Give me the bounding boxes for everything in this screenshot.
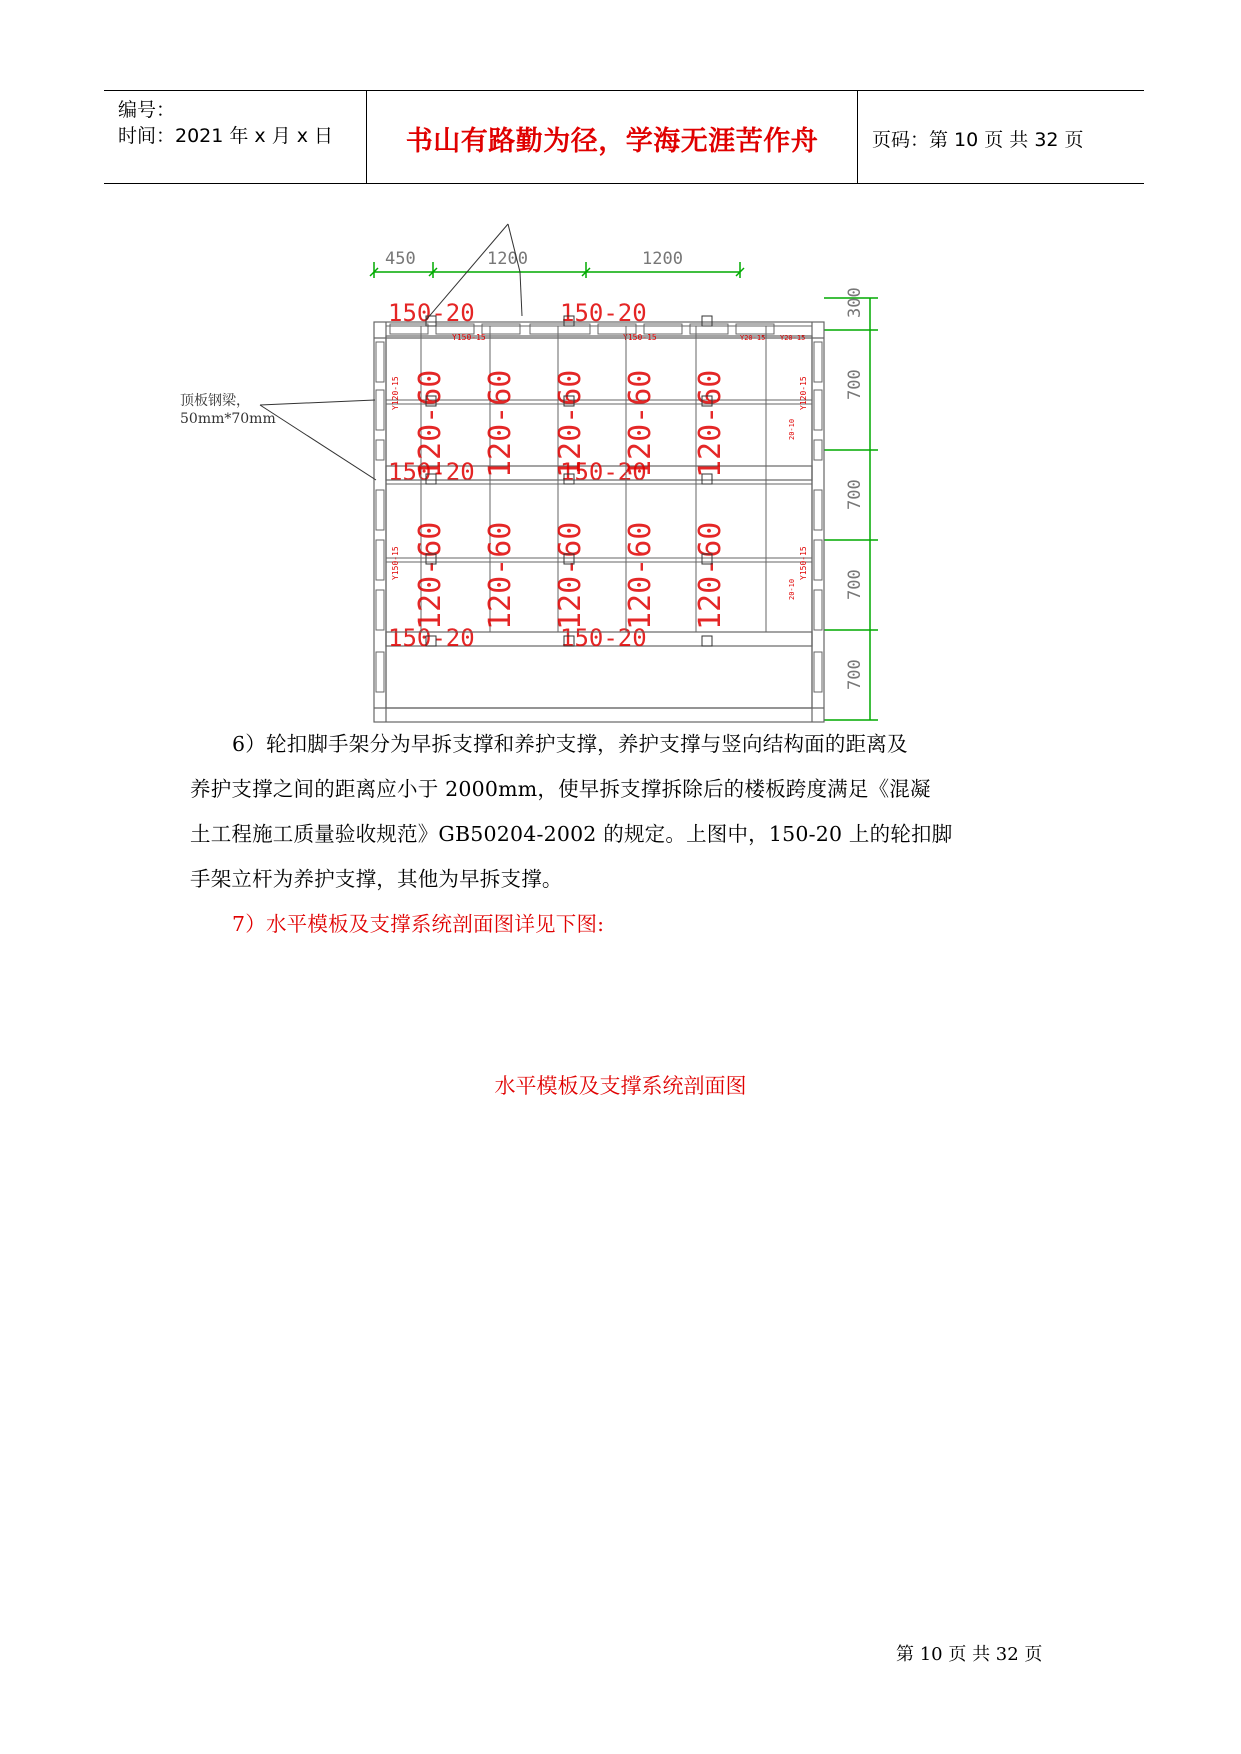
right-dim-3: 700 (845, 569, 865, 600)
paragraph-6-line-4: 手架立杆为养护支撑，其他为早拆支撑。 (190, 867, 563, 891)
callout-line-2: 50mm*70mm (180, 411, 276, 427)
right-dim-1: 700 (845, 369, 865, 400)
page-footer: 第 10 页 共 32 页 (896, 1644, 1043, 1665)
paragraph-6 (190, 722, 1060, 947)
top-dim-1: 1200 (487, 249, 528, 269)
beam-label-r1-a: 150-20 (388, 299, 475, 327)
panel-label-4: 120-60 (623, 369, 658, 478)
paragraph-6-line-3: 土工程施工质量验收规范》GB50204-2002 的规定。上图中，150-20 上的轮扣脚 (190, 822, 953, 846)
beam-label-r3-b: 150-20 (560, 624, 647, 652)
panel-label-9: 120-60 (623, 521, 658, 630)
figure-caption: 水平模板及支撑系统剖面图 (494, 1074, 747, 1098)
header-motto: 书山有路勤为径，学海无涯苦作舟 (405, 126, 819, 157)
edge-label-left-2: Y150-15 (391, 546, 400, 580)
page-header (104, 90, 1144, 184)
panel-label-2: 120-60 (483, 369, 518, 478)
beam-label-r1-b: 150-20 (560, 299, 647, 327)
edge-label-right-2: Y150-15 (799, 546, 808, 580)
small-label-top-b: Y20-15 (780, 334, 806, 342)
beam-label-r3-a: 150-20 (388, 624, 475, 652)
edge-label-top-1: Y150-15 (452, 333, 486, 342)
header-page-number: 页码：第 10 页 共 32 页 (872, 129, 1084, 151)
panel-label-5: 120-60 (693, 369, 728, 478)
paragraph-6-line-1: 6）轮扣脚手架分为早拆支撑和养护支撑，养护支撑与竖向结构面的距离及 (232, 732, 908, 756)
small-label-top-a: Y20-15 (740, 334, 766, 342)
small-label-right-1: 20-10 (788, 418, 796, 440)
right-dim-0: 300 (845, 287, 865, 318)
beam-label-r2-b: 150-20 (560, 458, 647, 486)
right-dim-4: 700 (845, 659, 865, 690)
header-middle-cell (367, 91, 858, 183)
paragraph-7: 7）水平模板及支撑系统剖面图详见下图: (232, 912, 605, 936)
document-number-label: 编号： (118, 99, 176, 121)
top-dimension-line (370, 262, 744, 278)
edge-label-top-2: Y150-15 (623, 333, 657, 342)
panel-label-3: 120-60 (553, 369, 588, 478)
panel-label-8: 120-60 (553, 521, 588, 630)
top-dim-2: 1200 (642, 249, 683, 269)
formwork-layout-drawing (180, 240, 910, 730)
header-right-cell (858, 91, 1144, 183)
panel-label-7: 120-60 (483, 521, 518, 630)
beam-label-r2-a: 150-20 (388, 458, 475, 486)
panel-label-1: 120-60 (413, 369, 448, 478)
document-time-label: 时间：2021 年 x 月 x 日 (118, 125, 334, 147)
right-dim-2: 700 (845, 479, 865, 510)
header-left-cell (104, 91, 367, 183)
edge-label-left: Y120-15 (391, 376, 400, 410)
edge-label-right: Y120-15 (799, 376, 808, 410)
callout-line-1: 顶板钢梁， (180, 393, 250, 409)
top-dim-0: 450 (385, 249, 416, 269)
small-label-right-2: 20-10 (788, 578, 796, 600)
panel-label-10: 120-60 (693, 521, 728, 630)
paragraph-6-line-2: 养护支撑之间的距离应小于 2000mm，使早拆支撑拆除后的楼板跨度满足《混凝 (190, 777, 931, 801)
panel-label-6: 120-60 (413, 521, 448, 630)
